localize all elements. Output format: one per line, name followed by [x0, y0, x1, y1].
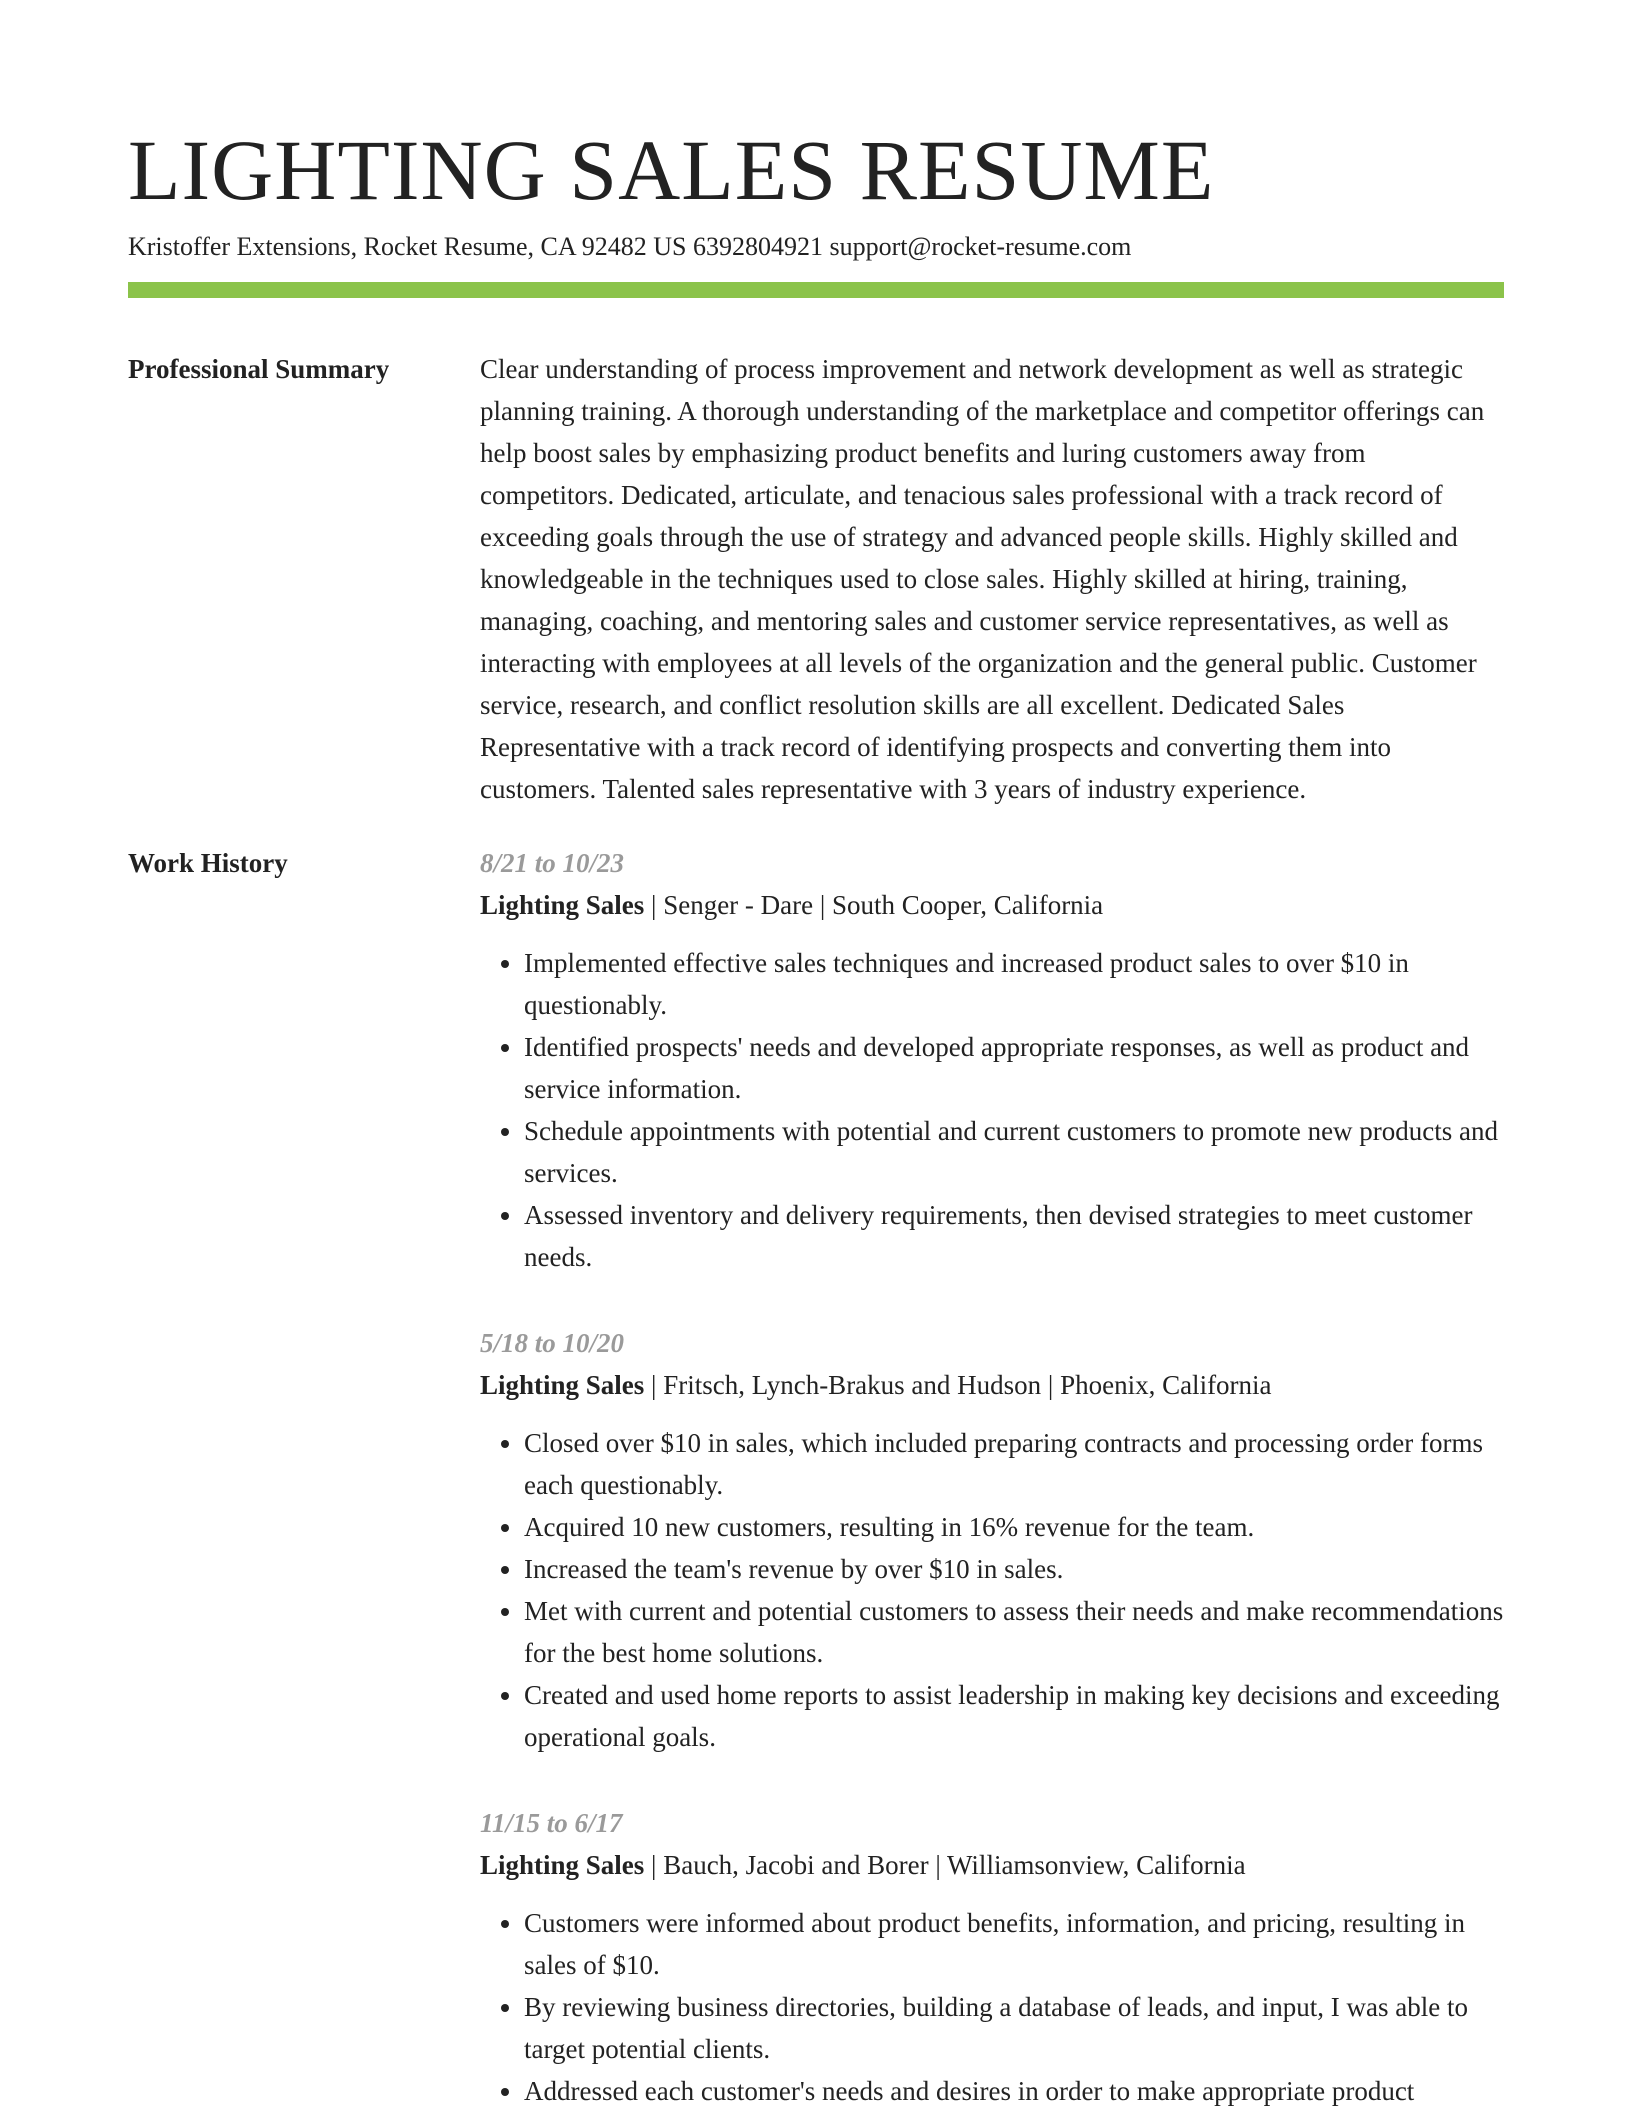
job-heading: [480, 1844, 1504, 1886]
job-bullets: [480, 1422, 1504, 1758]
job-bullet: • Schedule appointments with potential and current customers to promote new products and services.: [524, 1110, 1504, 1194]
job-entry: [480, 842, 1504, 1278]
job-bullets: [480, 942, 1504, 1278]
job-entry: [480, 1802, 1504, 2112]
job-bullet: • By reviewing business directories, building a database of leads, and input, I was able to target potential clients.: [524, 1986, 1504, 2070]
job-entry: [480, 1322, 1504, 1758]
job-bullet: • Acquired 10 new customers, resulting in 16% revenue for the team.: [524, 1506, 1504, 1548]
job-details: | Bauch, Jacobi and Borer | Williamsonview, California: [644, 1850, 1246, 1880]
job-title: Lighting Sales: [480, 1850, 645, 1880]
job-bullet: • Met with current and potential customers to assess their needs and make recommendations for the best home solutions.: [524, 1590, 1504, 1674]
job-bullet: • Identified prospects' needs and developed appropriate responses, as well as product and service information.: [524, 1026, 1504, 1110]
work-history-body: [480, 842, 1504, 2112]
job-bullet: • Assessed inventory and delivery requirements, then devised strategies to meet customer needs.: [524, 1194, 1504, 1278]
professional-summary-section: [128, 348, 1504, 810]
job-bullet: • Implemented effective sales techniques and increased product sales to over $10 in questionably.: [524, 942, 1504, 1026]
job-bullet: • Closed over $10 in sales, which included preparing contracts and processing order forms each questionably.: [524, 1422, 1504, 1506]
job-date: 11/15 to 6/17: [480, 1808, 623, 1838]
job-details: | Senger - Dare | South Cooper, California: [644, 890, 1104, 920]
summary-text: Clear understanding of process improvement and network development as well as strategic planning training. A thorough understanding of the marketplace and competitor offerings can help boost sales by emphasizing product benefits and luring customers away from competitors. Dedicated, articulate, and tenacious sales professional with a track record of exceeding goals through the use of strategy and advanced people skills. Highly skilled and knowledgeable in the techniques used to close sales. Highly skilled at hiring, training, managing, coaching, and mentoring sales and customer service representatives, as well as interacting with employees at all levels of the organization and the general public. Customer service, research, and conflict resolution skills are all excellent. Dedicated Sales Representative with a track record of identifying prospects and converting them into customers. Talented sales representative with 3 years of industry experience.: [480, 354, 1485, 804]
job-date: 5/18 to 10/20: [480, 1328, 625, 1358]
job-bullet: • Addressed each customer's needs and desires in order to make appropriate product: [524, 2070, 1504, 2112]
resume-page: [128, 120, 1504, 2112]
job-title: Lighting Sales: [480, 890, 645, 920]
job-bullet: • Customers were informed about product benefits, information, and pricing, resulting in sales of $10.: [524, 1902, 1504, 1986]
job-heading: [480, 1364, 1504, 1406]
summary-body: [480, 348, 1504, 810]
contact-line: Kristoffer Extensions, Rocket Resume, CA 92482 US 6392804921 support@rocket-resume.com: [128, 232, 1132, 261]
work-history-section: [128, 842, 1504, 2112]
section-label-summary: Professional Summary: [128, 354, 390, 384]
job-bullet: • Created and used home reports to assist leadership in making key decisions and exceeding operational goals.: [524, 1674, 1504, 1758]
job-heading: [480, 884, 1504, 926]
resume-title: LIGHTING SALES RESUME: [128, 122, 1215, 218]
job-details: | Fritsch, Lynch-Brakus and Hudson | Phoenix, California: [644, 1370, 1272, 1400]
job-bullets: [480, 1902, 1504, 2112]
section-label-work-history: Work History: [128, 848, 288, 878]
job-date: 8/21 to 10/23: [480, 848, 625, 878]
job-title: Lighting Sales: [480, 1370, 645, 1400]
header-divider: [128, 282, 1504, 298]
job-bullet: • Increased the team's revenue by over $10 in sales.: [524, 1548, 1504, 1590]
